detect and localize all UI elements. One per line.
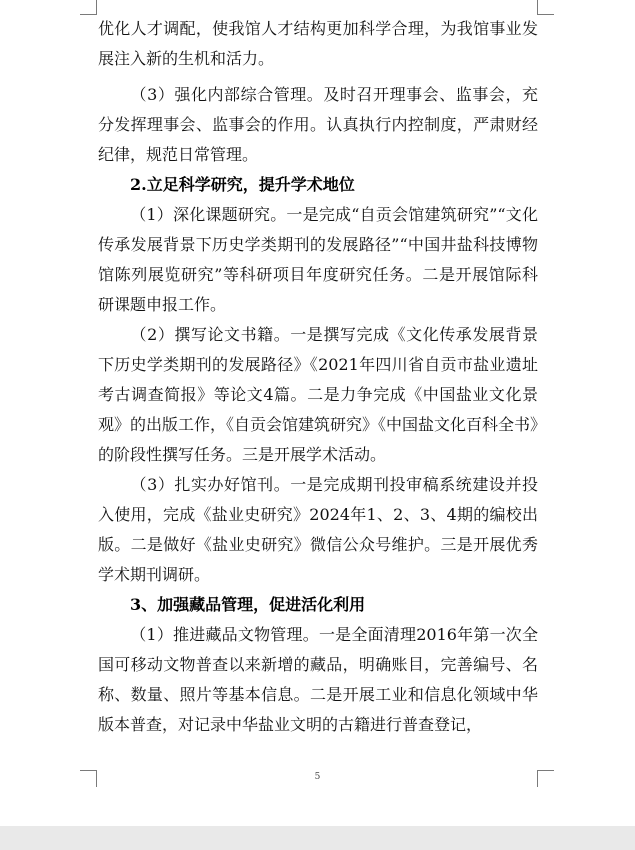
- page-body: [98, 14, 538, 740]
- paragraph-internal-management: （3）强化内部综合管理。及时召开理事会、监事会，充分发挥理事会、监事会的作用。认真执行内控制度，严肃财经纪律，规范日常管理。: [98, 85, 538, 164]
- top-left-margin-mark: [80, 0, 97, 15]
- paragraph-talent-allocation: 优化人才调配，使我馆人才结构更加科学合理，为我馆事业发展注入新的生机和活力。: [98, 19, 538, 68]
- top-right-margin-mark: [537, 0, 554, 15]
- paragraph-papers-books: （2）撰写论文书籍。一是撰写完成《文化传承发展背景下历史学类期刊的发展路径》《2021年四川省自贡市盐业遗址考古调查简报》等论文4篇。二是力争完成《中国盐业文化景观》的出版工作，《自贡会馆建筑研究》《中国盐文化百科全书》的阶段性撰写任务。三是开展学术活动。: [98, 325, 539, 464]
- page-number: 5: [314, 772, 321, 782]
- paragraph-collection-management: （1）推进藏品文物管理。一是全面清理2016年第一次全国可移动文物普查以来新增的藏品，明确账目，完善编号、名称、数量、照片等基本信息。二是开展工业和信息化领域中华版本普查，对记录中华盐业文明的古籍进行普查登记，: [98, 625, 538, 734]
- section-heading-research: 2.立足科学研究，提升学术地位: [130, 175, 355, 194]
- paragraph-research-topics: （1）深化课题研究。一是完成“自贡会馆建筑研究”“文化传承发展背景下历史学类期刊的发展路径”“中国井盐科技博物馆陈列展览研究”等科研项目年度研究任务。二是开展馆际科研课题申报工作。: [98, 205, 538, 314]
- section-heading-collections: 3、加强藏品管理，促进活化利用: [130, 595, 366, 614]
- paragraph-journal: （3）扎实办好馆刊。一是完成期刊投审稿系统建设并投入使用，完成《盐业史研究》2024年1、2、3、4期的编校出版。二是做好《盐业史研究》微信公众号维护。三是开展优秀学术期刊调研。: [98, 475, 538, 584]
